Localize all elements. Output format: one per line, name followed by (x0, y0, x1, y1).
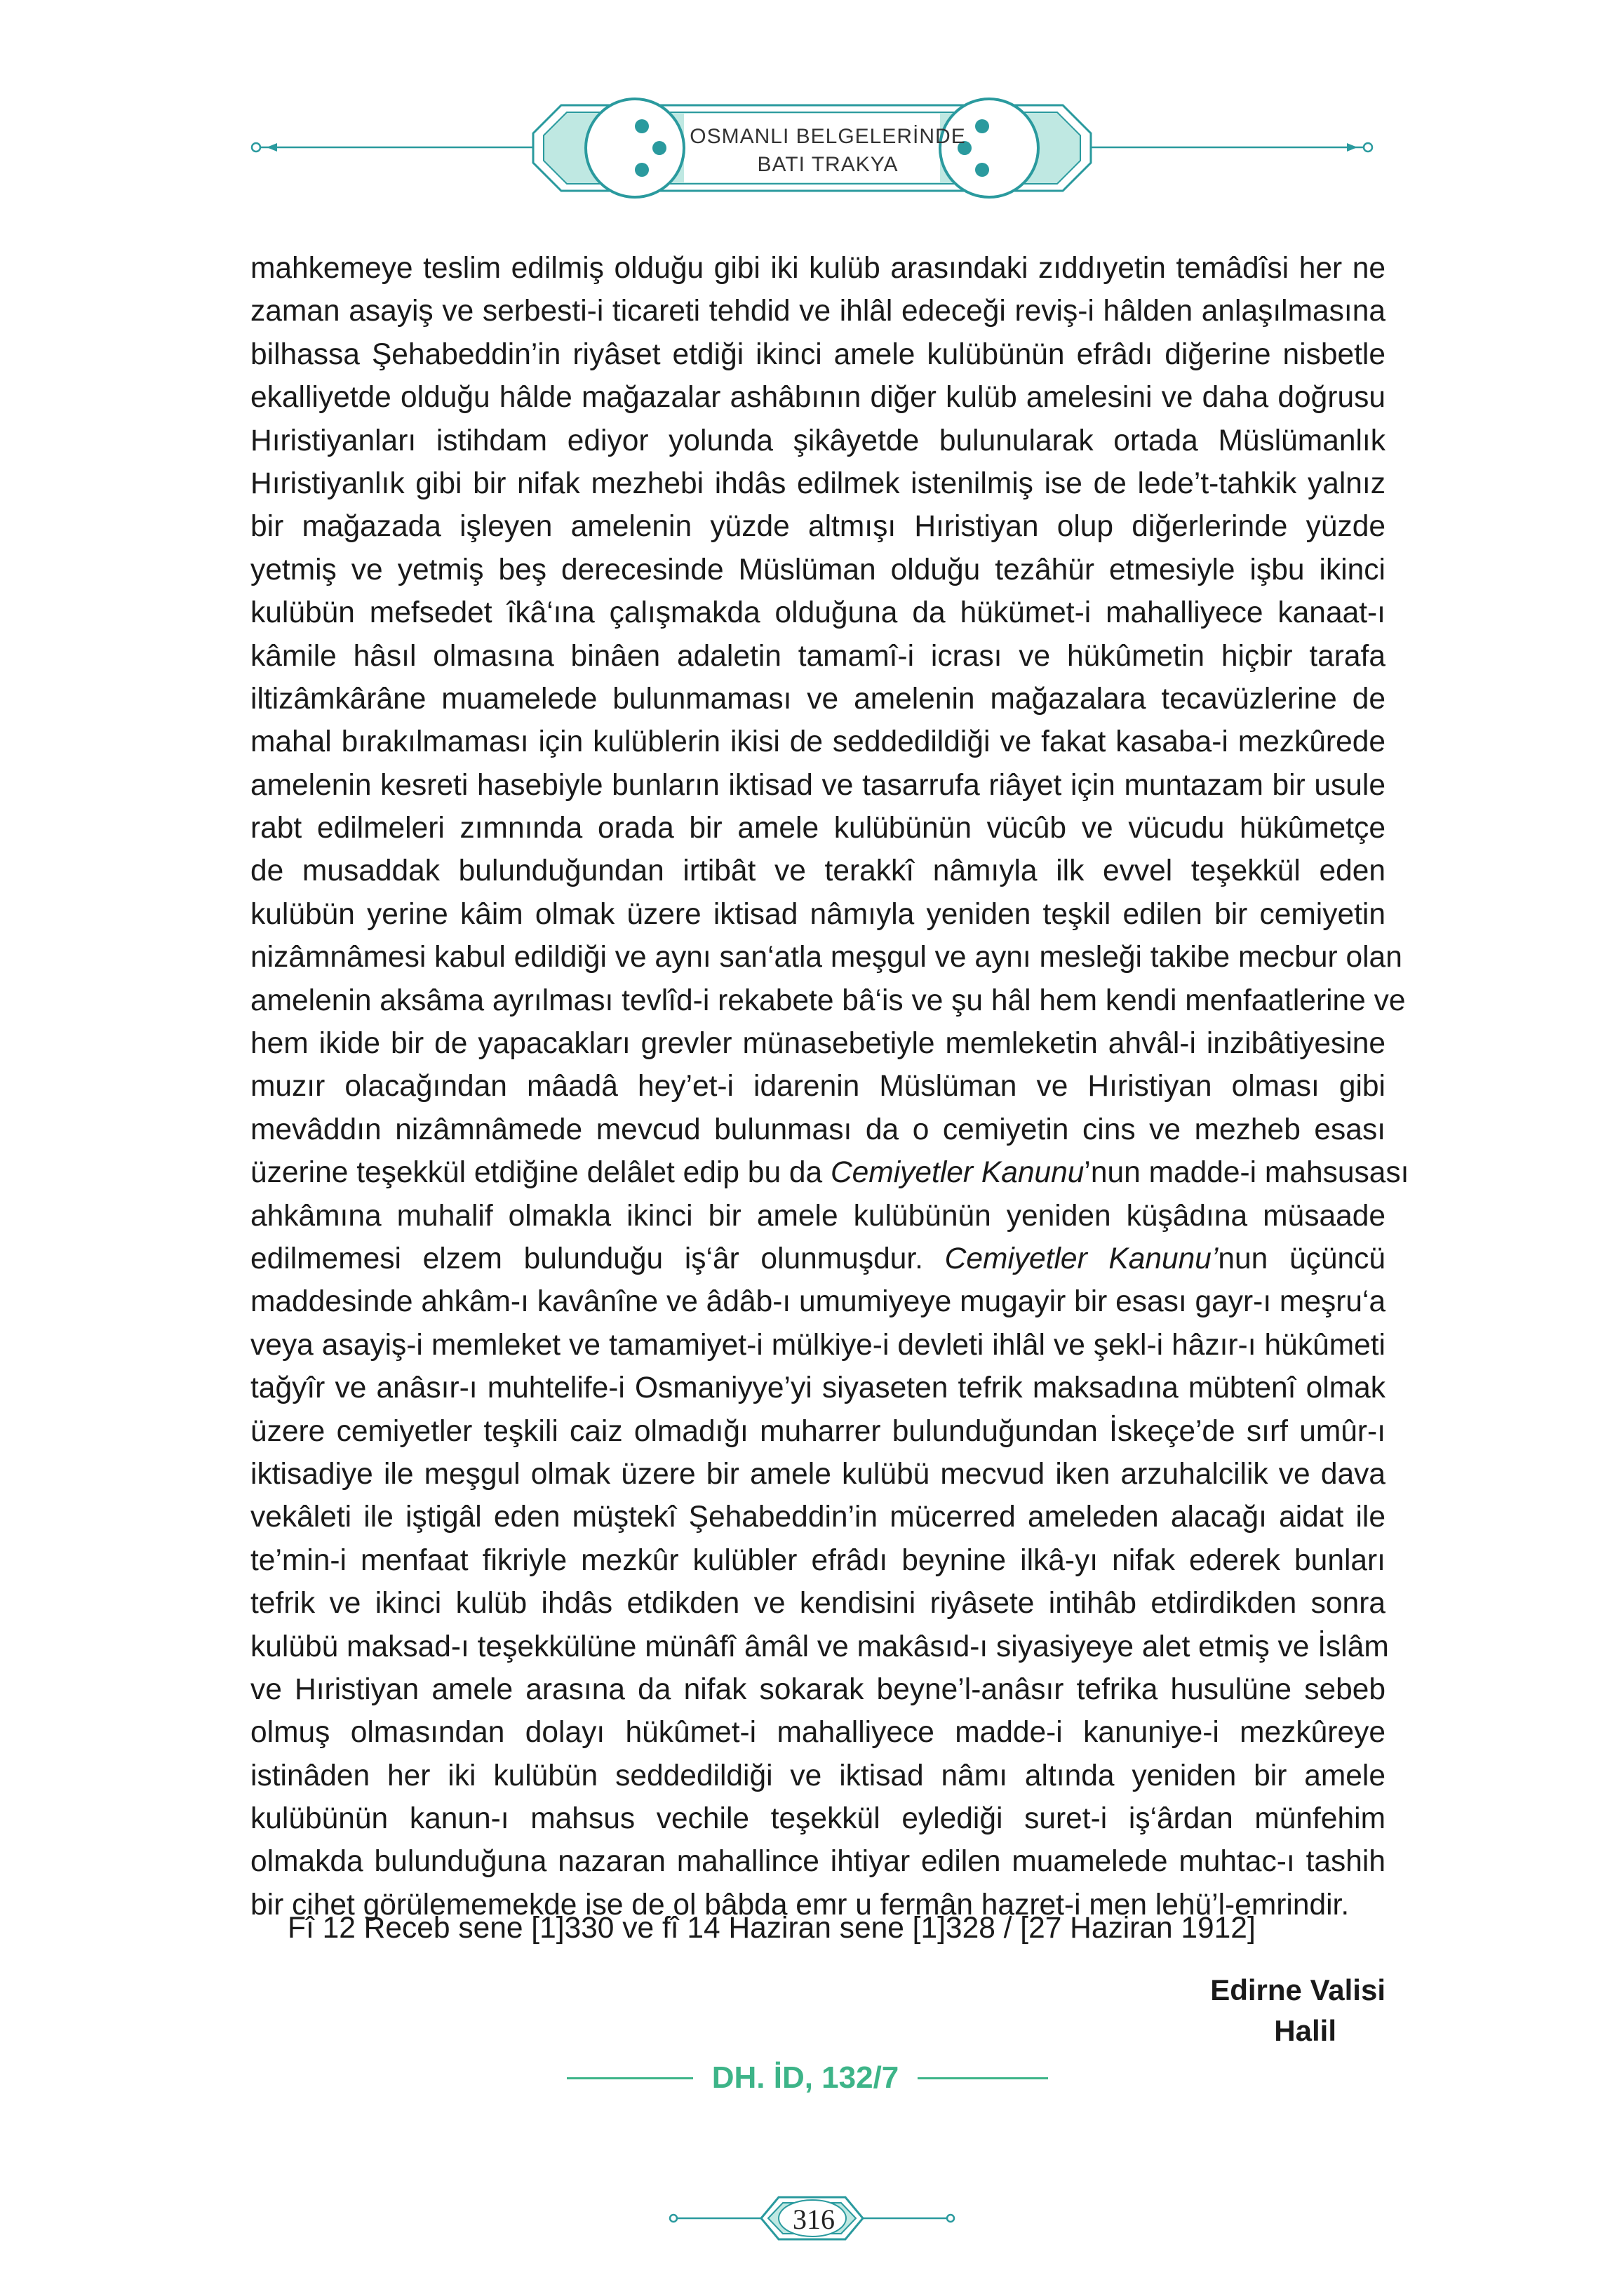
text-line: kulübün mefsedet îkâ‘ına çalışmakda olduğuna da hükümet-i mahalliyece kanaat-ı (250, 596, 1385, 630)
text-line: nizâmnâmesi kabul edildiği ve aynı san‘atla meşgul ve aynı mesleği takibe mecbur olan (250, 941, 1402, 974)
archive-ref-rule-left (567, 2077, 693, 2079)
text-line: vekâleti ile iştigâl eden müştekî Şehabeddin’in mücerred ameleden alacağı aidat ile (250, 1501, 1385, 1534)
text-line: Hıristiyanları istihdam ediyor yolunda şikâyetde bulunularak ortada Müslümanlık (250, 424, 1385, 457)
text-line: istinâden her iki kulübün seddedildiği ve iktisad nâmı altında yeniden bir amele (250, 1759, 1385, 1792)
text-line: bir mağazada işleyen amelenin yüzde altmışı Hıristiyan olup diğerlerinde yüzde (250, 510, 1385, 544)
text-line: kulübün yerine kâim olmak üzere iktisad nâmıyla yeniden teşkil edilen bir cemiyetin (250, 897, 1385, 931)
text-segment: edilmemesi elzem bulunduğu iş‘âr olunmuşdur. (250, 1242, 945, 1275)
text-line: muzır olacağından mâadâ hey’et-i idarenin Müslüman ve Hıristiyan olması gibi (250, 1070, 1385, 1104)
text-segment: nun üçüncü (1218, 1242, 1385, 1275)
text-line: mahkemeye teslim edilmiş olduğu gibi iki kulüb arasındaki zıddıyetin temâdîsi her ne (250, 252, 1385, 285)
text-line: amelenin aksâma ayrılması tevlîd-i rekabete bâ‘is ve şu hâl hem kendi menfaatlerine ve (250, 984, 1406, 1017)
page-number: 316 (793, 2204, 835, 2235)
text-line: iktisadiye ile meşgul olmak üzere bir amele kulübü mecvud iken arzuhalcilik ve dava (250, 1457, 1385, 1491)
document-body (250, 247, 1409, 1926)
text-line: kulübü maksad-ı teşekkülüne münâfî âmâl ve makâsıd-ı siyasiyeye alet etmiş ve İslâm (250, 1630, 1389, 1663)
text-line: zaman asayiş ve serbesti-i ticareti tehdid ve ihlâl edeceği reviş-i hâlden anlaşılmasına (250, 295, 1385, 328)
text-line (250, 1151, 1409, 1194)
text-line (250, 1238, 1385, 1280)
law-title-italic: Cemiyetler Kanunu’ (944, 1242, 1219, 1275)
text-line: Hıristiyanlık gibi bir nifak mezhebi ihdâs edilmek istenilmiş ise de lede’t-tahkik yalnız (250, 467, 1385, 500)
date-line: Fî 12 Receb sene [1]330 ve fî 14 Haziran sene [1]328 / [27 Haziran 1912] (288, 1912, 1256, 1945)
text-line: kâmile hâsıl olmasına binâen adaletin tamamî-i icrası ve hükûmetin hiçbir tarafa (250, 639, 1385, 673)
left-medallion-icon (586, 99, 684, 197)
text-line: ekalliyetde olduğu hâlde mağazalar ashâbının diğer kulüb amelesini ve daha doğrusu (250, 381, 1385, 415)
text-line: veya asayiş-i memleket ve tamamiyet-i mülkiye-i devleti ihlâl ve şekl-i hâzır-ı hükûmeti (250, 1328, 1385, 1362)
text-line: yetmiş ve yetmiş beş derecesinde Müslüman olduğu tezâhür etmesiyle işbu ikinci (250, 553, 1385, 586)
text-line: rabt edilmeleri zımnında orada bir amele kulübünün vücûb ve vücudu hükûmetçe (250, 812, 1385, 845)
text-line: hem ikide bir de yapacakları grevler münasebetiyle memleketin ahvâl-i inzibâtiyesine (250, 1027, 1385, 1061)
text-segment: üzerine teşekkül etdiğine delâlet edip bu da (250, 1156, 831, 1190)
header-title-line2: BATI TRAKYA (757, 153, 899, 176)
text-line: mahal bırakılmaması için kulüblerin ikisi de seddedildiği ve fakat kasaba-i mezkûrede (250, 725, 1385, 759)
signatory-name: Halil (1274, 2014, 1336, 2047)
text-line: tefrik ve ikinci kulüb ihdâs etdikden ve kendisini riyâsete intihâb etdirdikden sonra (250, 1587, 1385, 1621)
text-line: ahkâmına muhalif olmakla ikinci bir amele kulübünün yeniden küşâdına müsaade (250, 1199, 1385, 1233)
text-line: kulübünün kanun-ı mahsus vechile teşekkül eylediği suret-i iş‘ârdan münfehim (250, 1802, 1385, 1836)
text-line: maddesinde ahkâm-ı kavânîne ve âdâb-ı umumiyeye mugayir bir esası gayr-ı meşru‘a (250, 1285, 1386, 1319)
text-line: iltizâmkârâne muamelede bulunmaması ve amelenin mağazalara tecavüzlerine de (250, 682, 1385, 716)
archive-ref-rule-right (918, 2077, 1048, 2079)
header-ornament (0, 0, 1624, 232)
text-line: amelenin kesreti hasebiyle bunların iktisad ve tasarrufa riâyet için muntazam bir usule (250, 768, 1385, 802)
law-title-italic: Cemiyetler Kanunu (830, 1156, 1085, 1190)
text-line: üzere cemiyetler teşkili caiz olmadığı muharrer bulunduğundan İskeçe’de sırf umûr-ı (250, 1414, 1385, 1448)
text-line: mevâddın nizâmnâmede mevcud bulunması da o cemiyetin cins ve mezheb esası (250, 1113, 1385, 1146)
text-line: olmakda bulunduğuna nazaran mahallince ihtiyar edilen muamelede muhtac-ı tashih (250, 1845, 1385, 1879)
text-line: ve Hıristiyan amele arasına da nifak sokarak beyne’l-anâsır tefrika husulüne sebeb (250, 1672, 1385, 1706)
archive-reference: DH. İD, 132/7 (711, 2060, 899, 2095)
page-header (0, 0, 1624, 232)
text-line: te’min-i menfaat fikriyle mezkûr kulübler efrâdı beynine ilkâ-yı nifak ederek bunları (250, 1543, 1385, 1577)
text-line: de musaddak bulunduğundan irtibât ve terakkî nâmıyla ilk evvel teşekkül eden (250, 854, 1385, 888)
signature-block (1210, 1970, 1385, 2051)
text-line: olmuş olmasından dolayı hükûmet-i mahalliyece madde-i kanuniye-i mezkûreye (250, 1716, 1385, 1750)
text-line: bir cihet görülememekde ise de ol bâbda emr u fermân hazret-i men lehü’l-emrindir. (250, 1888, 1350, 1922)
text-line: tağyîr ve anâsır-ı muhtelife-i Osmaniyye’yi siyaseten tefrik maksadına mübtenî olmak (250, 1371, 1385, 1405)
header-title-line1: OSMANLI BELGELERİNDE (690, 125, 966, 148)
text-segment: ’nun madde-i mahsusası (1084, 1156, 1409, 1190)
signatory-title: Edirne Valisi (1210, 1973, 1385, 2006)
text-line: bilhassa Şehabeddin’in riyâset etdiği ikinci amele kulübünün efrâdı diğerine nisbetle (250, 337, 1385, 371)
